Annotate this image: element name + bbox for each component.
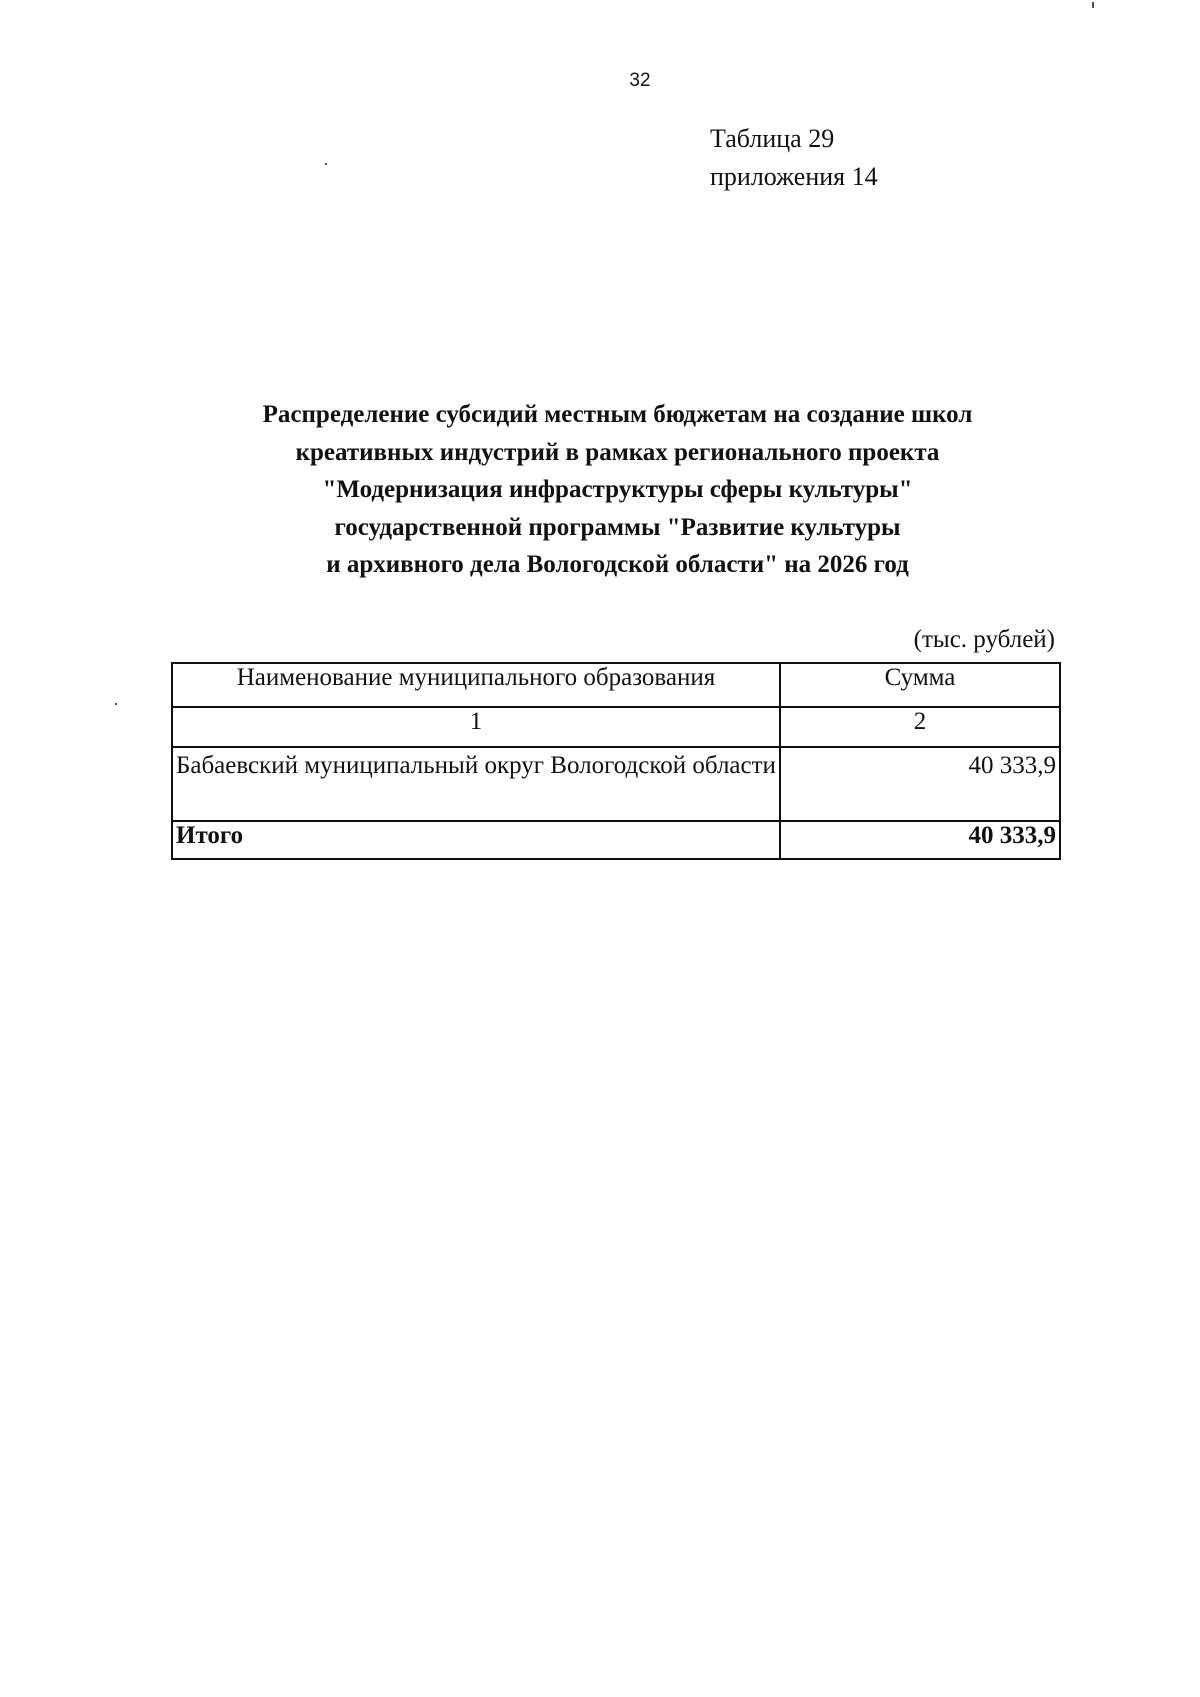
column-header-name: Наименование муниципального образования <box>172 663 780 707</box>
title-line: "Модернизация инфраструктуры сферы культуры" <box>322 476 913 503</box>
title-line: государственной программы "Развитие культуры <box>334 513 901 541</box>
total-amount-cell: 40 333,9 <box>780 821 1060 859</box>
column-number: 1 <box>172 707 780 747</box>
table-reference-number: Таблица 29 <box>710 124 835 153</box>
document-title <box>150 396 1085 584</box>
units-label: (тыс. рублей) <box>913 626 1055 653</box>
page-number: 32 <box>629 70 651 91</box>
scan-speck <box>1092 2 1094 8</box>
municipality-name-cell: Бабаевский муниципальный округ Вологодской области <box>172 747 780 821</box>
scan-speck <box>115 703 117 705</box>
column-number: 2 <box>780 707 1060 747</box>
title-line: и архивного дела Вологодской области" на 2026 год <box>326 551 909 578</box>
column-number-row <box>172 707 1060 747</box>
table-reference <box>710 120 878 196</box>
table-header-row <box>172 663 1060 707</box>
title-line: Распределение субсидий местным бюджетам на создание школ <box>262 401 973 428</box>
amount-cell: 40 333,9 <box>780 747 1060 821</box>
table-row <box>172 747 1060 821</box>
total-label-cell: Итого <box>172 821 780 859</box>
subsidy-table <box>171 662 1061 860</box>
title-line: креативных индустрий в рамках регионального проекта <box>295 438 940 466</box>
column-header-sum: Сумма <box>780 663 1060 707</box>
total-row <box>172 821 1060 859</box>
table-reference-appendix: приложения 14 <box>710 162 878 191</box>
scan-speck <box>325 163 327 165</box>
